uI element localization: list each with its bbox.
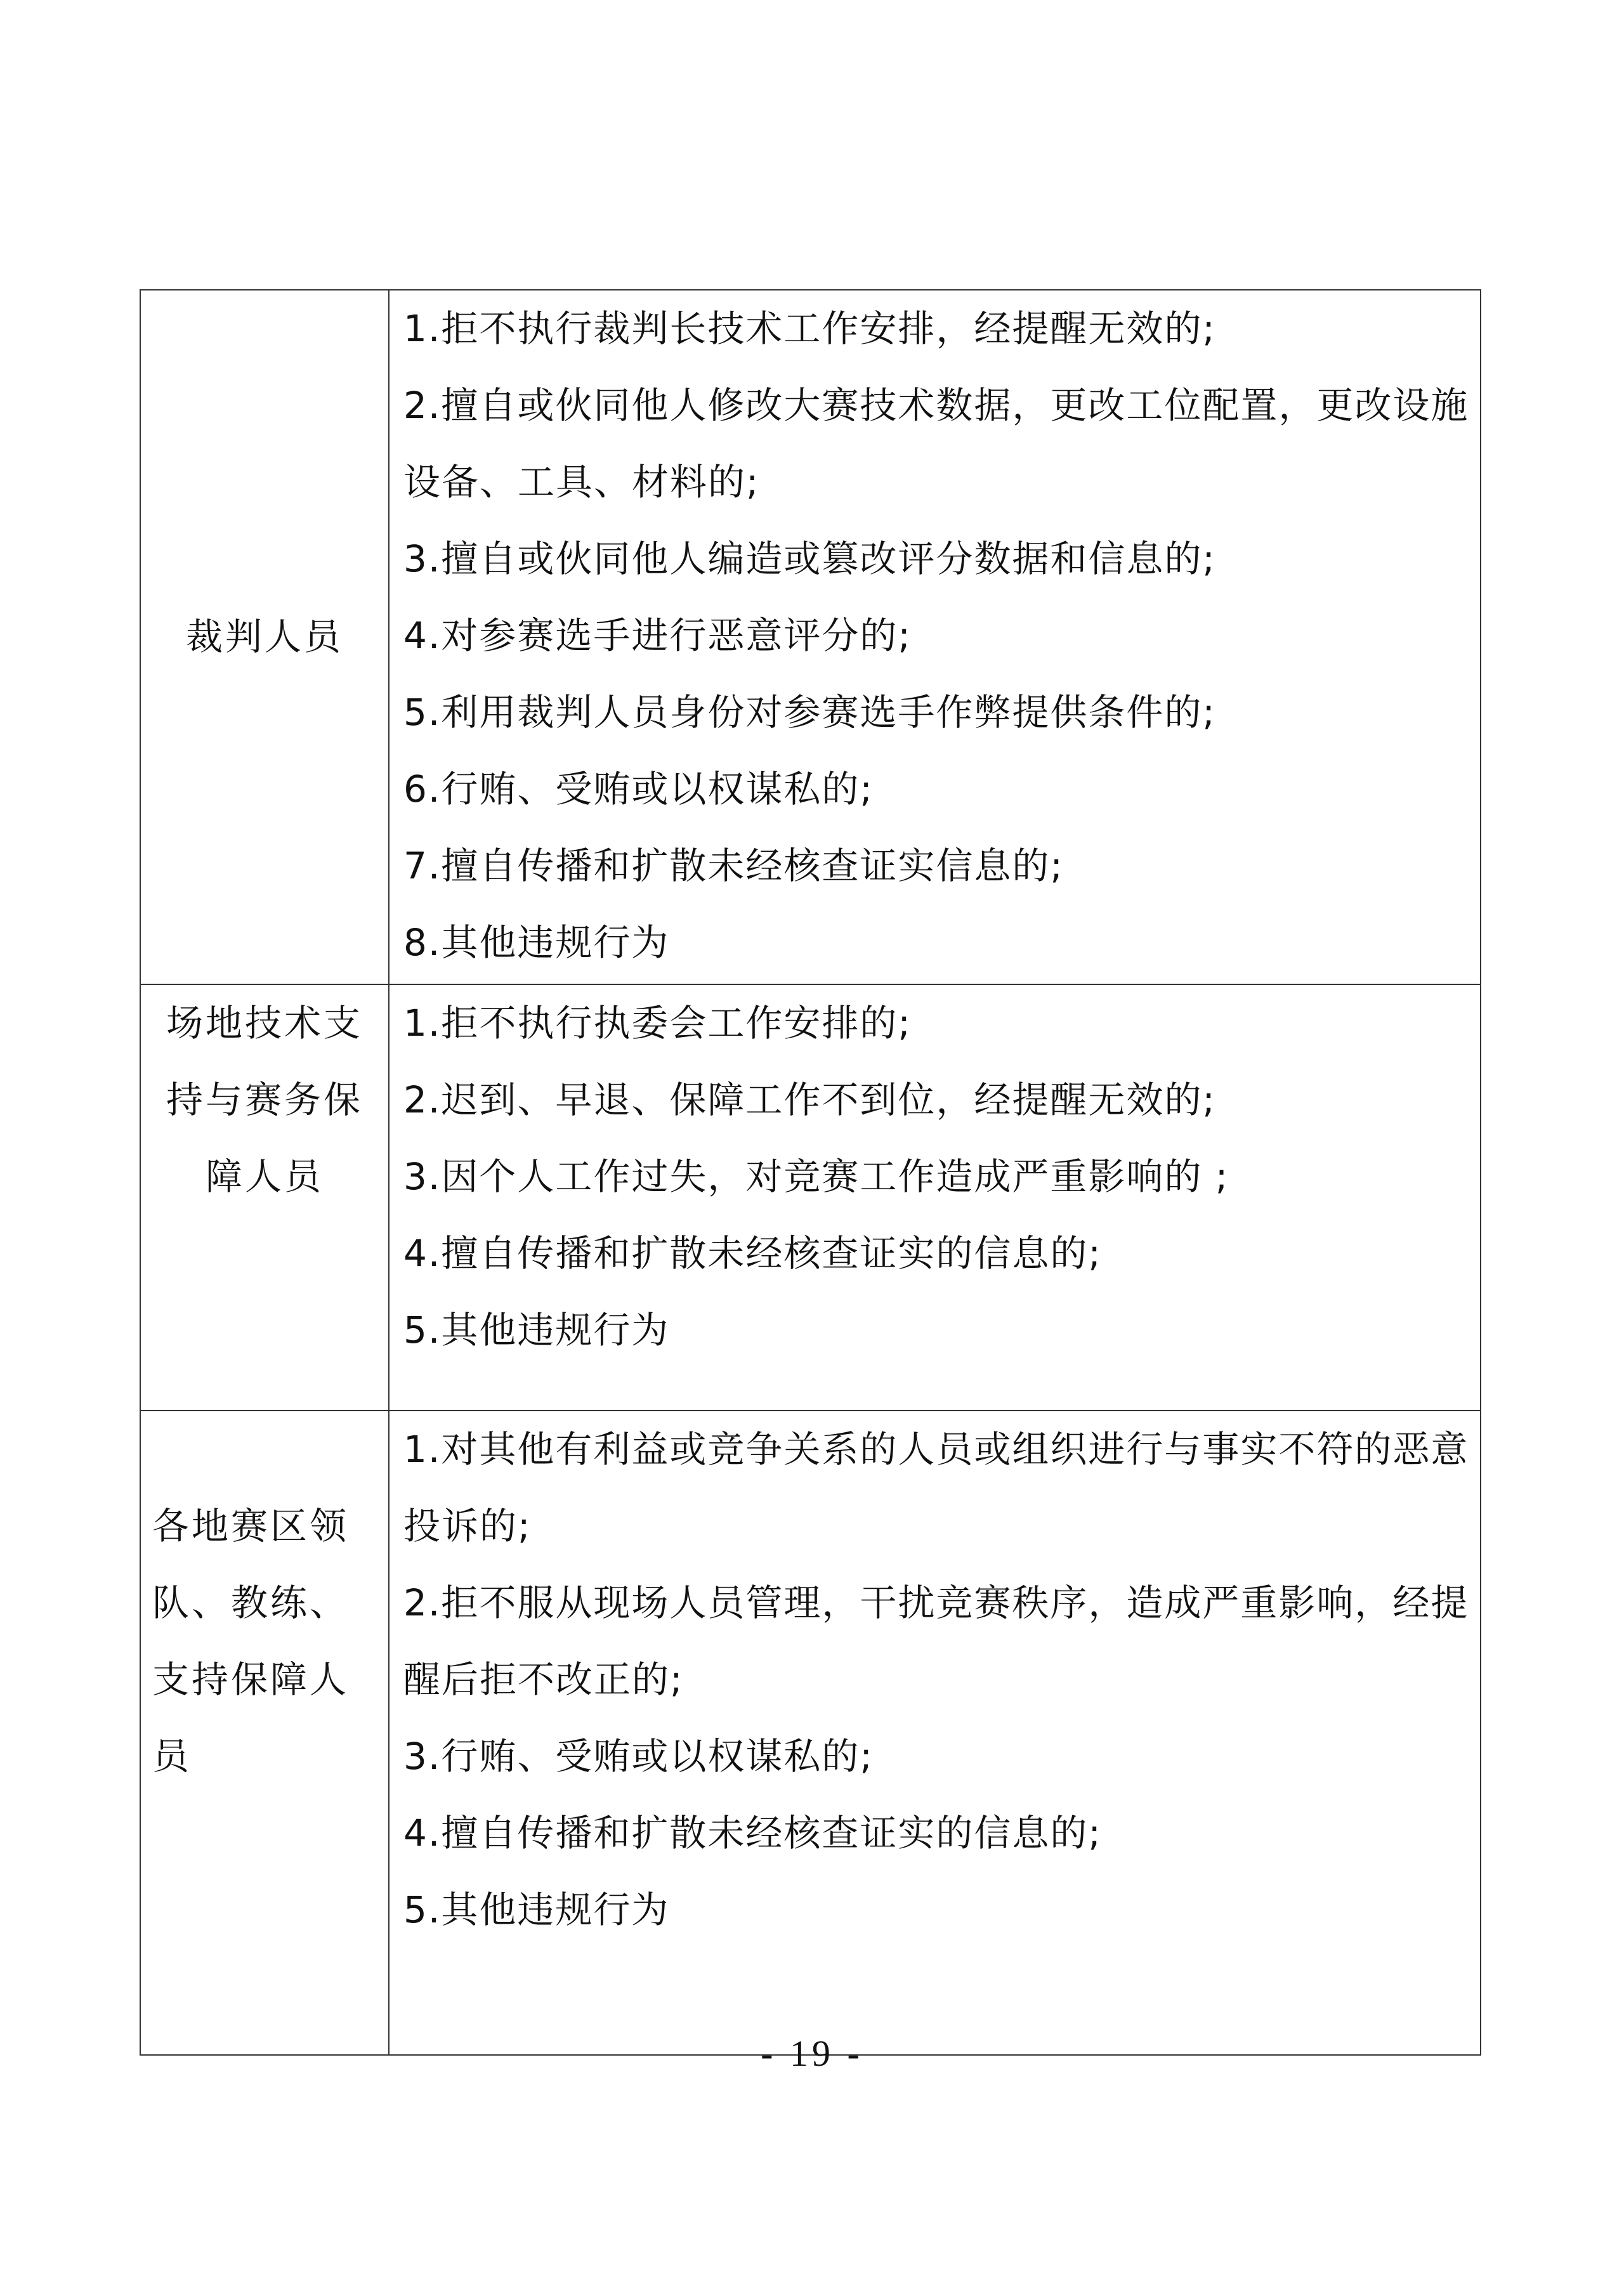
list-item: 3.因个人工作过失，对竞赛工作造成严重影响的 ; — [403, 1155, 1229, 1198]
items-cell-support — [389, 984, 1481, 1411]
table-row-referee — [140, 290, 1481, 984]
items-cell-referee — [389, 290, 1481, 984]
violation-table — [140, 289, 1481, 2056]
list-item: 1.对其他有利益或竞争关系的人员或组织进行与事实不符的恶意投诉的; — [403, 1428, 1469, 1548]
list-item: 1.拒不执行执委会工作安排的; — [403, 1001, 912, 1045]
list-item: 2.拒不服从现场人员管理，干扰竞赛秩序，造成严重影响，经提醒后拒不改正的; — [403, 1581, 1469, 1701]
list-item: 4.对参赛选手进行恶意评分的; — [403, 614, 912, 657]
list-item: 7.擅自传播和扩散未经核查证实信息的; — [403, 844, 1064, 887]
page-number: - 19 - — [761, 2033, 863, 2074]
items-cell-team — [389, 1411, 1481, 2055]
table-row-team — [140, 1411, 1481, 2055]
list-item: 6.行贿、受贿或以权谋私的; — [403, 767, 874, 811]
list-item: 2.迟到、早退、保障工作不到位，经提醒无效的; — [403, 1078, 1216, 1121]
list-item: 3.行贿、受贿或以权谋私的; — [403, 1735, 874, 1778]
list-item: 5.其他违规行为 — [403, 1308, 670, 1352]
table-row-support — [140, 984, 1481, 1411]
list-item: 3.擅自或伙同他人编造或篡改评分数据和信息的; — [403, 537, 1216, 580]
list-item: 1.拒不执行裁判长技术工作安排，经提醒无效的; — [403, 307, 1216, 350]
role-cell-referee: 裁判人员 — [140, 290, 389, 984]
list-item: 2.擅自或伙同他人修改大赛技术数据，更改工位配置，更改设施设备、工具、材料的; — [403, 384, 1469, 504]
role-cell-team: 各地赛区领队、教练、支持保障人员 — [140, 1411, 389, 2055]
role-cell-support: 场地技术支持与赛务保障人员 — [140, 984, 389, 1411]
list-item: 4.擅自传播和扩散未经核查证实的信息的; — [403, 1811, 1102, 1855]
list-item: 5.利用裁判人员身份对参赛选手作弊提供条件的; — [403, 691, 1216, 734]
list-item: 4.擅自传播和扩散未经核查证实的信息的; — [403, 1232, 1102, 1275]
list-item: 5.其他违规行为 — [403, 1888, 670, 1931]
list-item: 8.其他违规行为 — [403, 921, 670, 964]
